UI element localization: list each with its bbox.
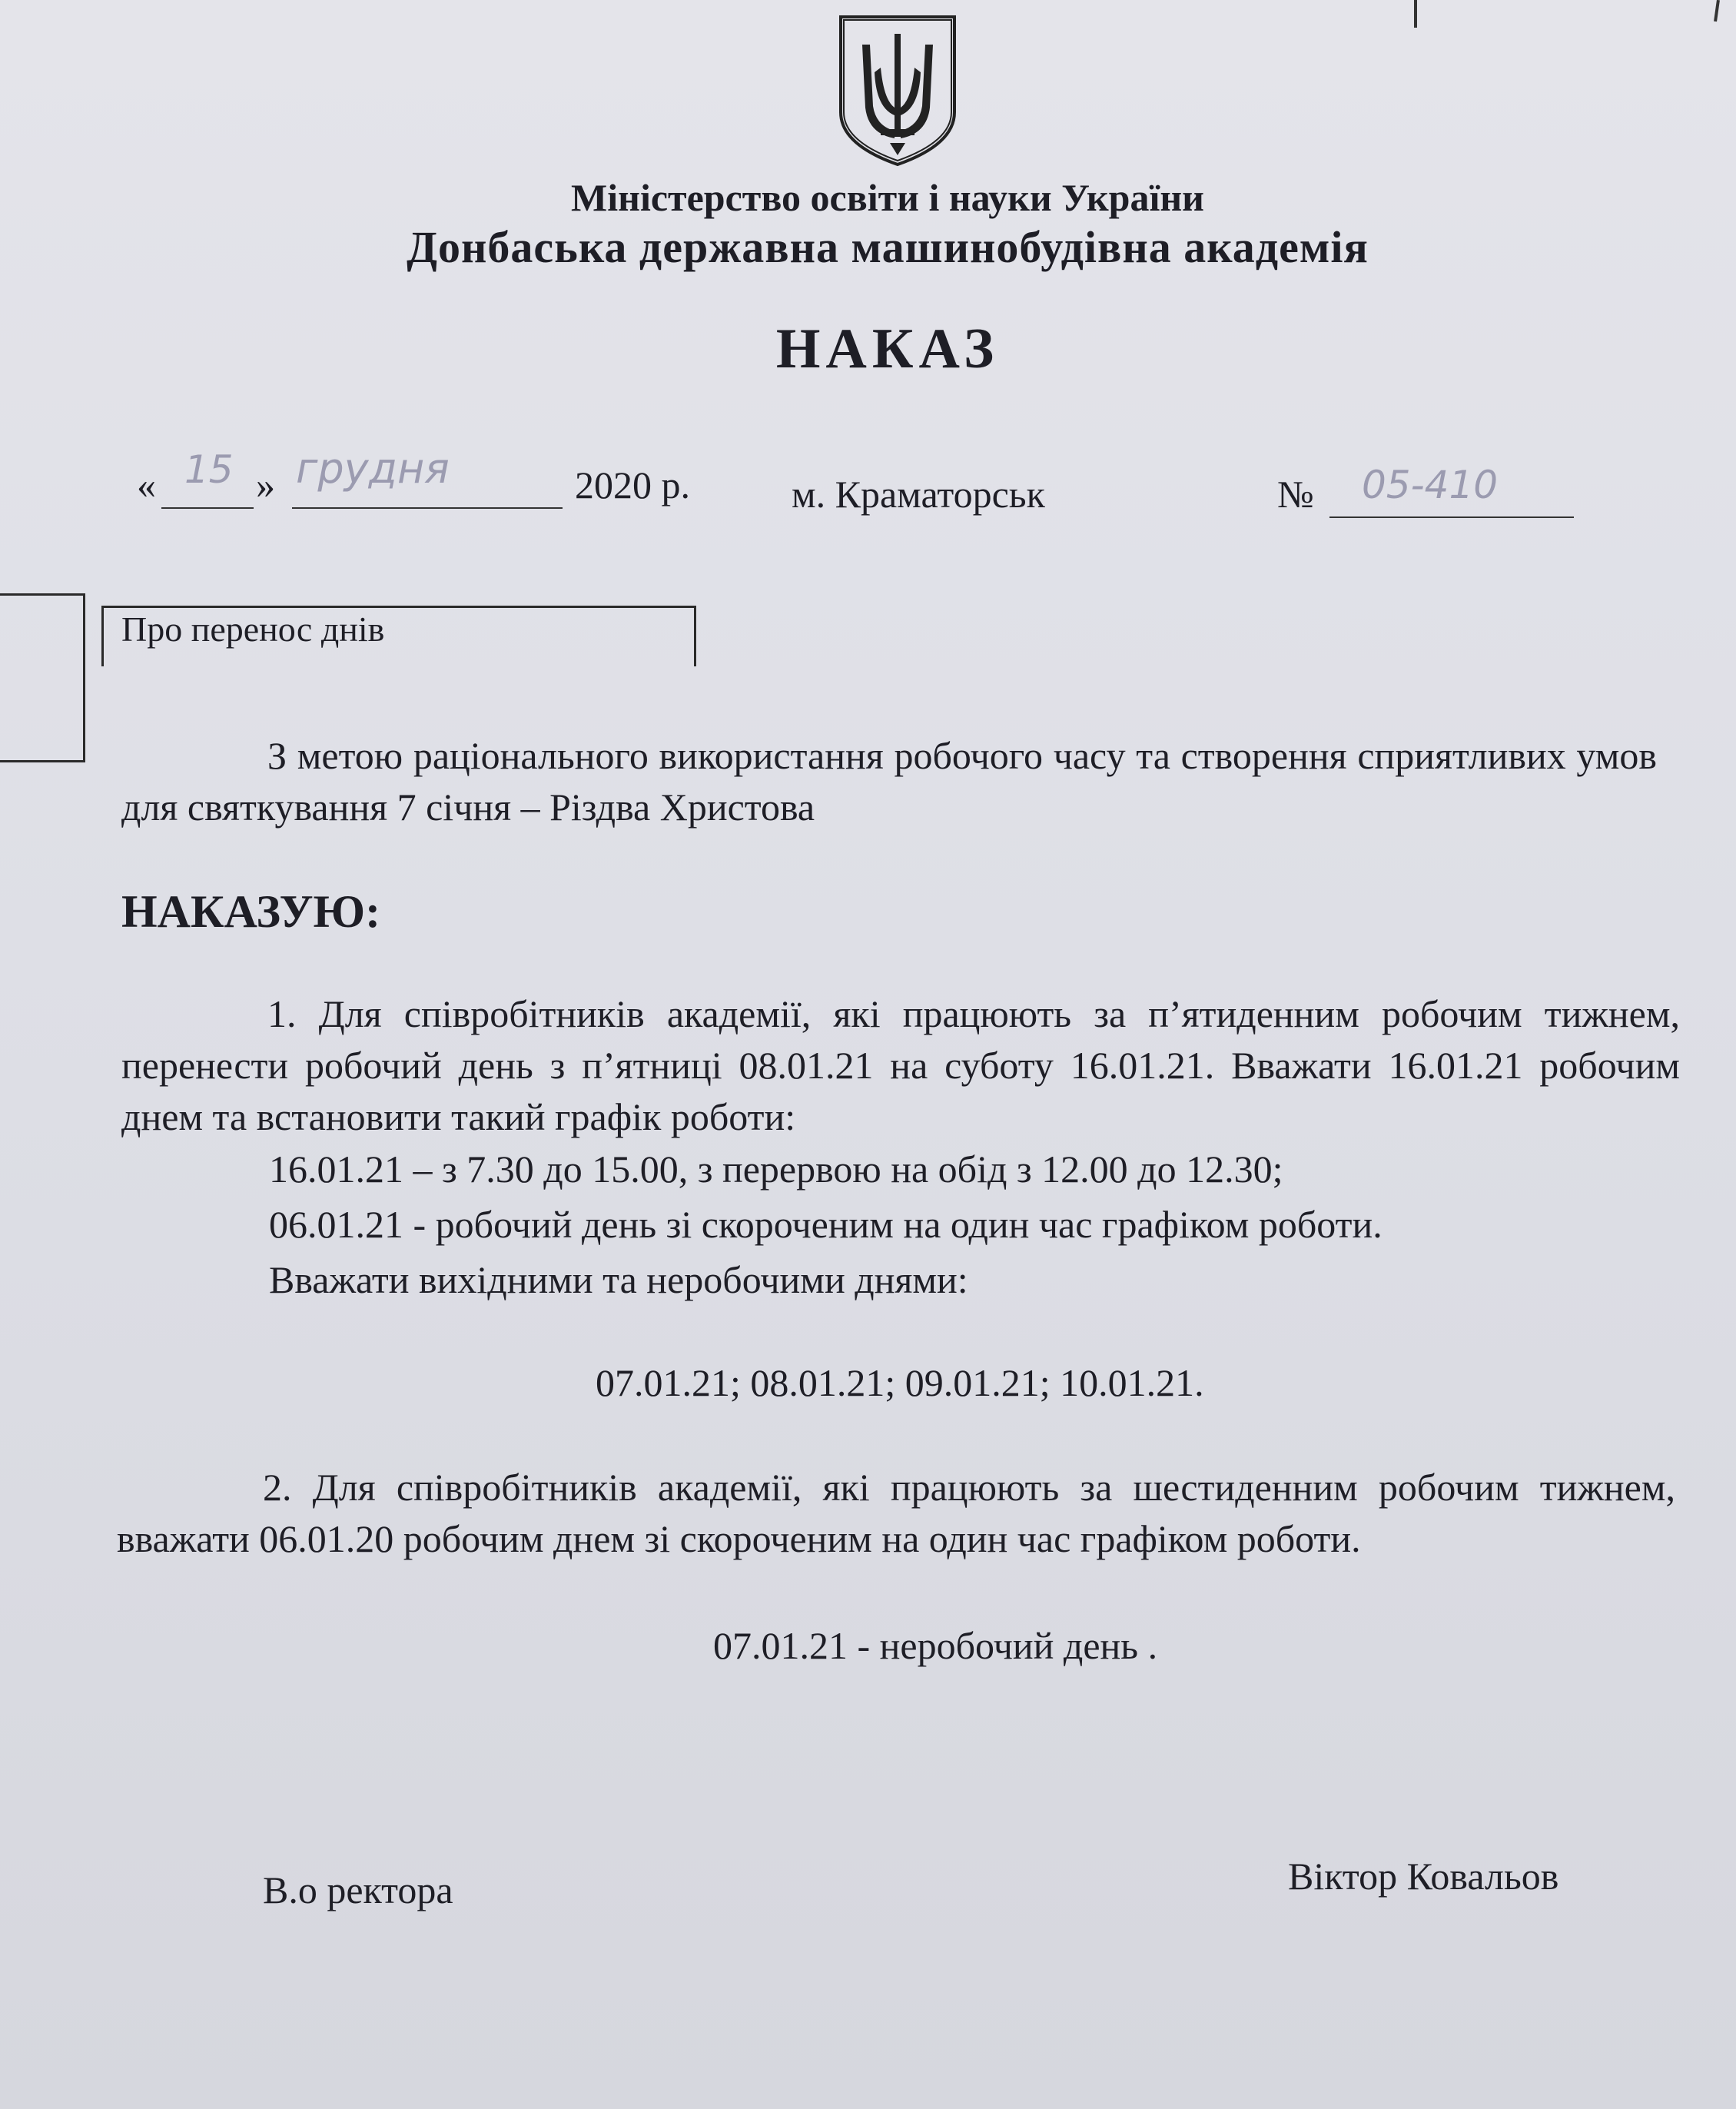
signatory-position: В.о ректора [263,1868,453,1911]
number-sign: № [1277,473,1314,516]
order-item-2: 2. Для співробітників академії, які працюють за шестиденним робочим тижнем, вважати 06.01.20 робочим днем зі скороченим на один час графіком роботи. [117,1466,1675,1560]
schedule-line-2: 06.01.21 - робочий день зі скороченим на один час графіком роботи. [269,1203,1382,1246]
coat-of-arms-icon [836,14,959,168]
city: м. Краматорськ [792,473,1045,516]
order-item-1: 1. Для співробітників академії, які працюють за п’ятиденним робочим тижнем, перенести робочий день з п’ятниці 08.01.21 на суботу 16.01.21. Вважати 16.01.21 робочим днем та встановити такий графік роботи: [121,992,1680,1138]
handwritten-day: 15 [184,447,234,492]
margin-frame [0,593,85,762]
number-underline [1329,516,1574,518]
document-title: НАКАЗ [775,317,1000,380]
days-off-list: 07.01.21; 08.01.21; 09.01.21; 10.01.21. [596,1361,1204,1404]
date-close-quote: » [256,463,275,506]
schedule-line-1: 16.01.21 – з 7.30 до 15.00, з перервою на обід з 12.00 до 12.30; [269,1147,1283,1191]
handwritten-number: 05-410 [1362,463,1499,507]
days-off-heading: Вважати вихідними та неробочими днями: [269,1258,968,1301]
pen-mark [1714,0,1720,22]
order-heading: НАКАЗУЮ: [121,886,381,937]
date-open-quote: « [137,463,156,506]
non-working-day-line: 07.01.21 - неробочий день . [713,1624,1158,1667]
academy-name: Донбаська державна машинобудівна академія [407,222,1369,272]
signatory-name: Віктор Ковальов [1288,1855,1559,1898]
pen-mark [1414,0,1417,28]
ministry-name: Міністерство освіти і науки України [571,176,1204,219]
month-underline [292,507,563,509]
date-year: 2020 р. [575,463,690,506]
day-underline [161,507,254,509]
preamble: З метою раціонального використання робочого часу та створення сприятливих умов для святкування 7 січня – Різдва Христова [121,734,1657,829]
subject-text: Про перенос днів [121,609,385,649]
handwritten-month: грудня [296,444,450,493]
